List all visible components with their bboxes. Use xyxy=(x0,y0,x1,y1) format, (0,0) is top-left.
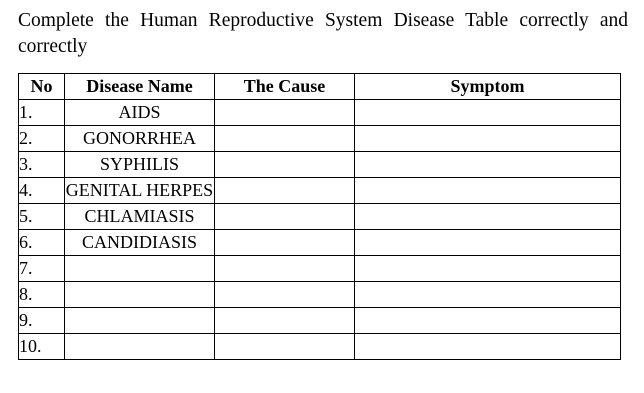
cause-cell[interactable] xyxy=(215,100,355,126)
disease-name-cell: GENITAL HERPES xyxy=(65,178,215,204)
disease-name-cell[interactable] xyxy=(65,282,215,308)
table-row xyxy=(19,282,621,308)
row-number: 4. xyxy=(19,178,65,204)
cause-cell[interactable] xyxy=(215,178,355,204)
table-row xyxy=(19,334,621,360)
table-row xyxy=(19,152,621,178)
cause-cell[interactable] xyxy=(215,282,355,308)
row-number: 10. xyxy=(19,334,65,360)
disease-name-cell: CANDIDIASIS xyxy=(65,230,215,256)
header-cause: The Cause xyxy=(215,74,355,100)
row-number: 6. xyxy=(19,230,65,256)
cause-cell[interactable] xyxy=(215,204,355,230)
symptom-cell[interactable] xyxy=(355,152,621,178)
symptom-cell[interactable] xyxy=(355,126,621,152)
disease-name-cell: GONORRHEA xyxy=(65,126,215,152)
cause-cell[interactable] xyxy=(215,334,355,360)
header-symptom: Symptom xyxy=(355,74,621,100)
table-row xyxy=(19,256,621,282)
symptom-cell[interactable] xyxy=(355,308,621,334)
row-number: 5. xyxy=(19,204,65,230)
table-row xyxy=(19,126,621,152)
table-row xyxy=(19,230,621,256)
disease-name-cell: AIDS xyxy=(65,100,215,126)
symptom-cell[interactable] xyxy=(355,230,621,256)
cause-cell[interactable] xyxy=(215,126,355,152)
table-row xyxy=(19,100,621,126)
table-header-row xyxy=(19,74,621,100)
symptom-cell[interactable] xyxy=(355,282,621,308)
header-disease-name: Disease Name xyxy=(65,74,215,100)
row-number: 3. xyxy=(19,152,65,178)
table-row xyxy=(19,204,621,230)
disease-name-cell: CHLAMIASIS xyxy=(65,204,215,230)
row-number: 1. xyxy=(19,100,65,126)
row-number: 8. xyxy=(19,282,65,308)
cause-cell[interactable] xyxy=(215,256,355,282)
table-row xyxy=(19,178,621,204)
cause-cell[interactable] xyxy=(215,308,355,334)
header-no: No xyxy=(19,74,65,100)
symptom-cell[interactable] xyxy=(355,334,621,360)
disease-name-cell: SYPHILIS xyxy=(65,152,215,178)
cause-cell[interactable] xyxy=(215,230,355,256)
disease-name-cell[interactable] xyxy=(65,256,215,282)
cause-cell[interactable] xyxy=(215,152,355,178)
table-row xyxy=(19,308,621,334)
row-number: 9. xyxy=(19,308,65,334)
symptom-cell[interactable] xyxy=(355,204,621,230)
disease-name-cell[interactable] xyxy=(65,308,215,334)
disease-name-cell[interactable] xyxy=(65,334,215,360)
row-number: 7. xyxy=(19,256,65,282)
symptom-cell[interactable] xyxy=(355,178,621,204)
row-number: 2. xyxy=(19,126,65,152)
symptom-cell[interactable] xyxy=(355,100,621,126)
disease-table xyxy=(18,73,621,360)
instruction-text: Complete the Human Reproductive System Disease Table correctly and correctly xyxy=(18,10,628,57)
symptom-cell[interactable] xyxy=(355,256,621,282)
